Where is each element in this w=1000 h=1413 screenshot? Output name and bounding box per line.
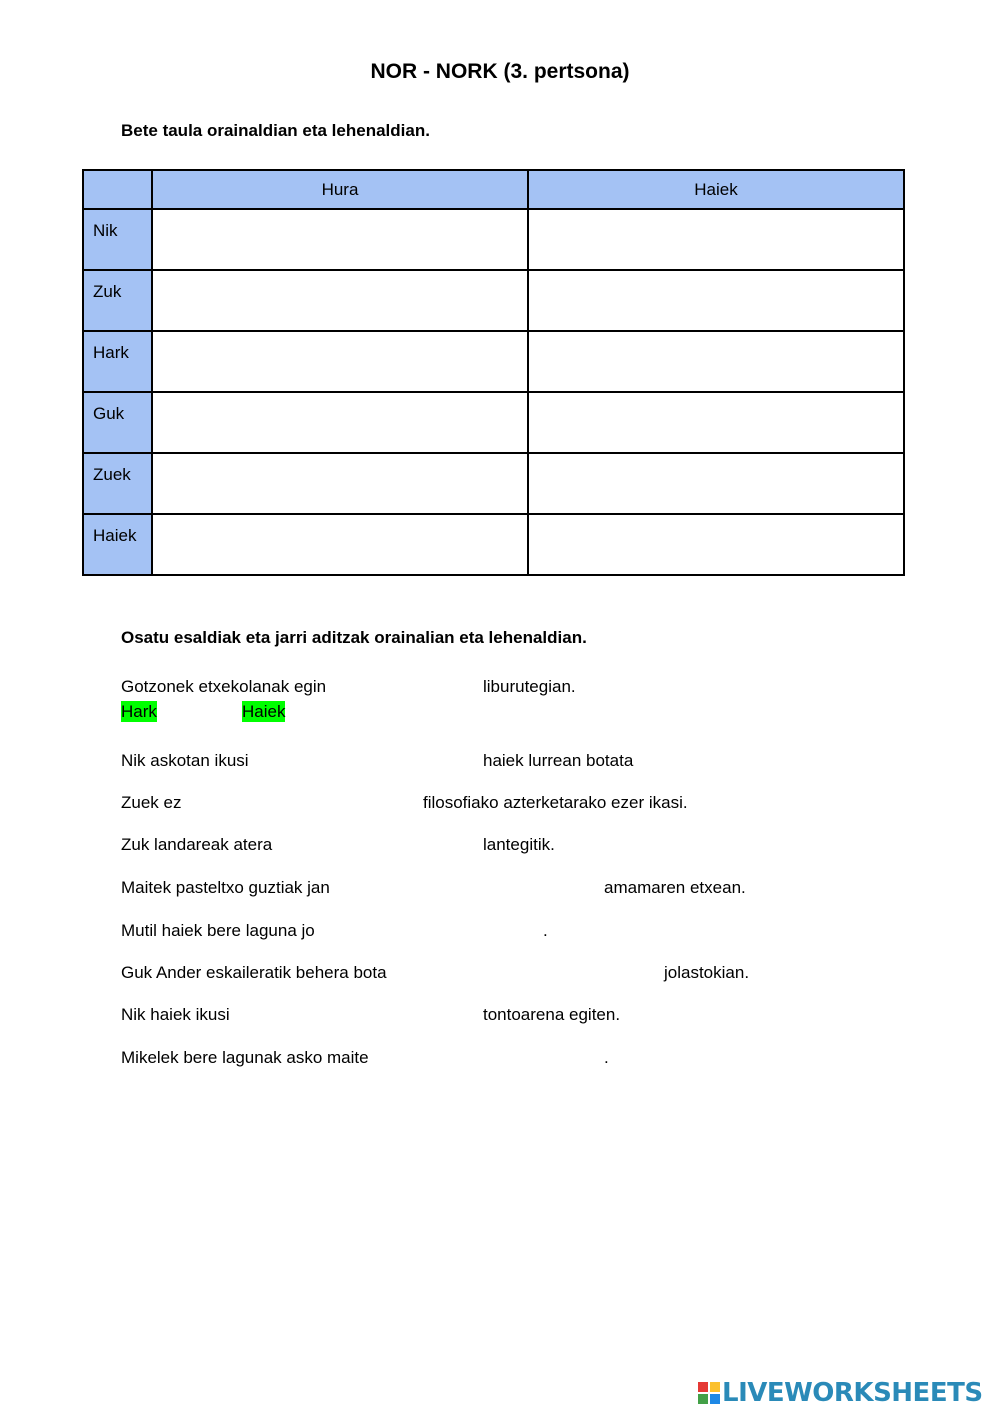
sentence-start: Zuek ez (121, 793, 182, 812)
instruction-sentences: Osatu esaldiak eta jarri aditzak orainalian eta lehenaldian. (121, 628, 587, 647)
example-answer-hark: Hark (121, 702, 157, 721)
row-header-zuek: Zuek (83, 453, 152, 514)
sentence-end: . (543, 921, 548, 940)
answer-cell[interactable] (152, 331, 528, 392)
table-row (83, 453, 904, 514)
table-row (83, 331, 904, 392)
answer-cell[interactable] (152, 270, 528, 331)
row-header-guk: Guk (83, 392, 152, 453)
row-header-haiek: Haiek (83, 514, 152, 575)
answer-cell[interactable] (152, 514, 528, 575)
sentence-start: Zuk landareak atera (121, 835, 273, 854)
sentence-start: Guk Ander eskaileratik behera bota (121, 963, 387, 982)
table-header-row (83, 170, 904, 209)
sentence-start: Mutil haiek bere laguna jo (121, 921, 315, 940)
liveworksheets-logo-icon (698, 1382, 720, 1404)
table-row (83, 209, 904, 270)
answer-cell[interactable] (528, 331, 904, 392)
table-row (83, 392, 904, 453)
sentence-start: Mikelek bere lagunak asko maite (121, 1048, 369, 1067)
answer-cell[interactable] (152, 453, 528, 514)
answer-cell[interactable] (528, 392, 904, 453)
row-header-hark: Hark (83, 331, 152, 392)
sentence-end: haiek lurrean botata (483, 751, 634, 770)
answer-cell[interactable] (528, 270, 904, 331)
conjugation-table (82, 169, 905, 576)
sentence-start: Nik askotan ikusi (121, 751, 249, 770)
answer-cell[interactable] (528, 209, 904, 270)
sentence-end: tontoarena egiten. (483, 1005, 621, 1024)
table-row (83, 270, 904, 331)
example-answer-haiek: Haiek (242, 702, 286, 721)
row-header-nik: Nik (83, 209, 152, 270)
sentence-start: Nik haiek ikusi (121, 1005, 230, 1024)
sentence-end: jolastokian. (664, 963, 750, 982)
page-title: NOR - NORK (3. pertsona) (370, 60, 630, 83)
sentence-end: filosofiako azterketarako ezer ikasi. (423, 793, 688, 812)
instruction-table: Bete taula orainaldian eta lehenaldian. (121, 121, 430, 140)
answer-cell[interactable] (152, 209, 528, 270)
sentence-end: amamaren etxean. (604, 878, 746, 897)
sentence-end: liburutegian. (483, 677, 576, 696)
sentence-start: Maitek pasteltxo guztiak jan (121, 878, 330, 897)
table-corner-cell (83, 170, 152, 209)
column-header-haiek: Haiek (528, 170, 904, 209)
answer-cell[interactable] (528, 453, 904, 514)
column-header-hura: Hura (152, 170, 528, 209)
sentence-end: . (604, 1048, 609, 1067)
logo-text: LIVEWORKSHEETS (722, 1378, 983, 1408)
sentence-start: Gotzonek etxekolanak egin (121, 677, 327, 696)
answer-cell[interactable] (152, 392, 528, 453)
sentence-end: lantegitik. (483, 835, 555, 854)
liveworksheets-logo (698, 1376, 983, 1410)
table-row (83, 514, 904, 575)
answer-cell[interactable] (528, 514, 904, 575)
row-header-zuk: Zuk (83, 270, 152, 331)
